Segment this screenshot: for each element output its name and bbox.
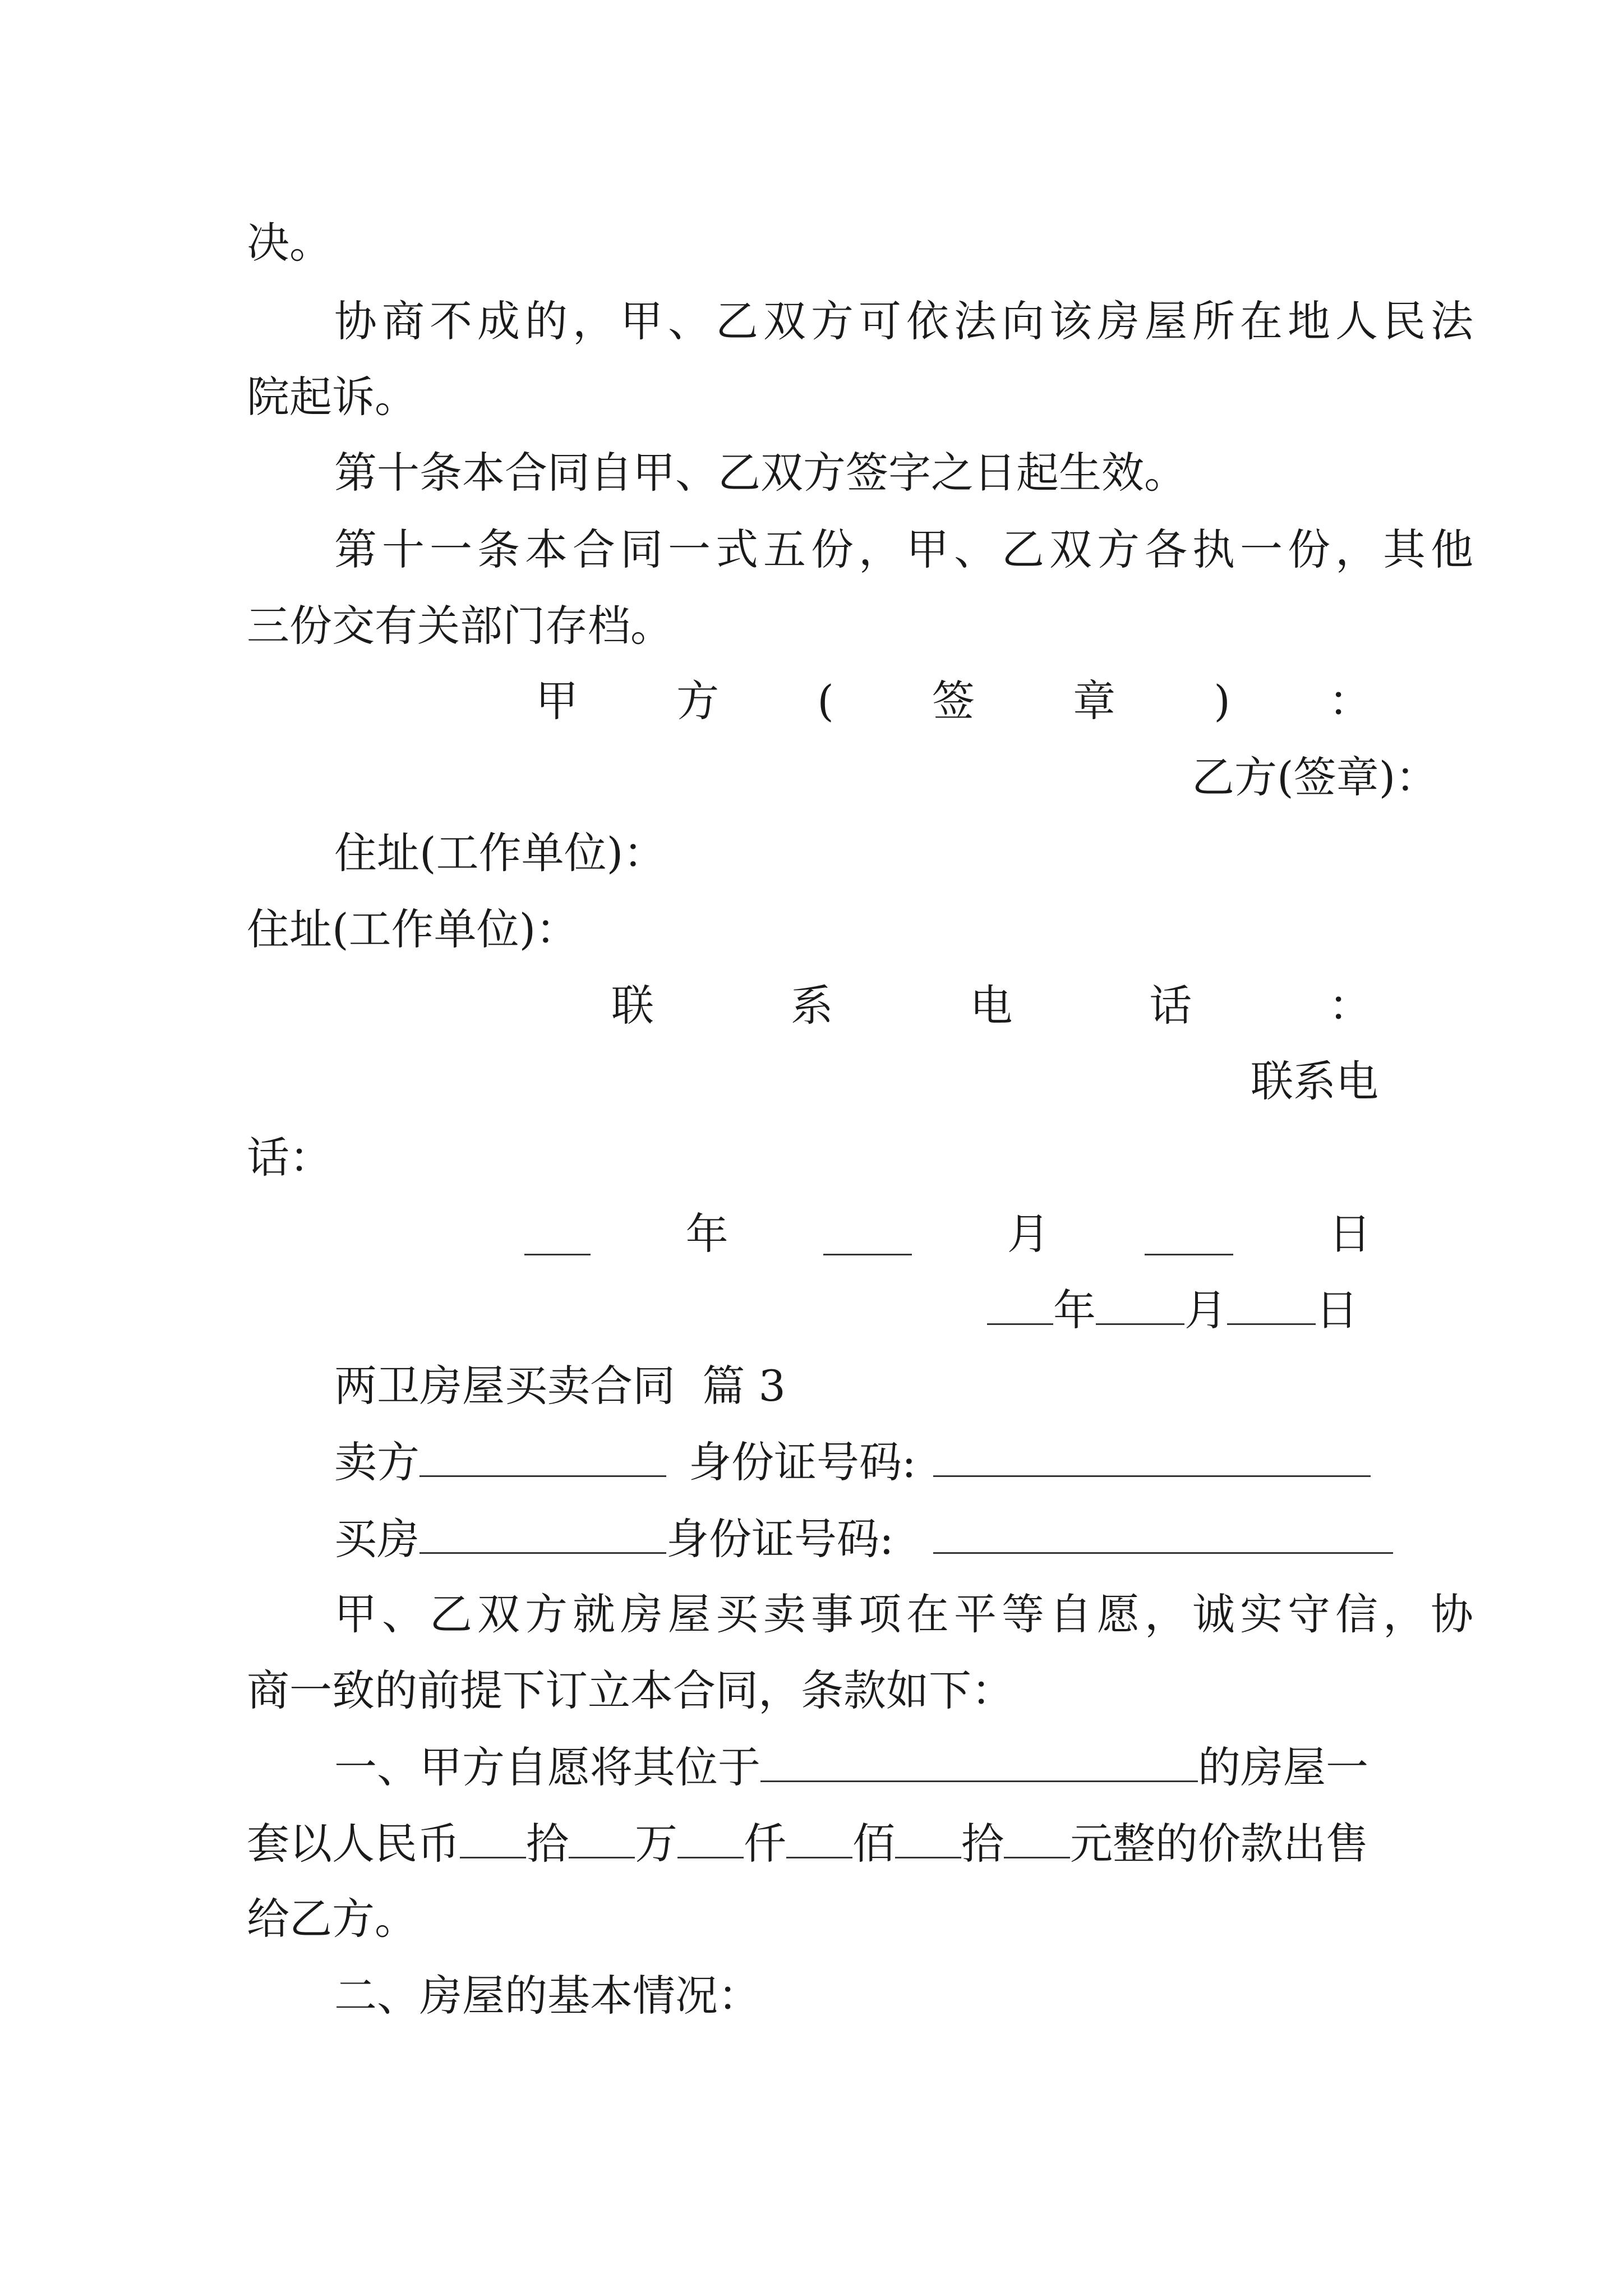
text-line: 二、房屋的基本情况： (334, 1971, 760, 2021)
text-line: 协商不成的，甲、乙双方可依法向该房屋所在地人民法 (334, 296, 1478, 346)
buyer-name-blank (419, 1517, 666, 1554)
party-a-date-line (524, 1209, 1371, 1259)
date-year: 年 (1053, 1285, 1096, 1335)
amount-unit: 拾 (526, 1819, 569, 1869)
amount-blank (786, 1822, 852, 1858)
party-a-phone-line (611, 981, 1371, 1030)
blank-field (1145, 1219, 1233, 1255)
date-month: 月 (1184, 1285, 1227, 1335)
section-title: 两卫房屋买卖合同 篇 3 (334, 1361, 786, 1411)
location-blank (760, 1746, 1198, 1782)
spread-char: ： (1329, 981, 1371, 1030)
party-b-phone: 联系电 (1251, 1056, 1378, 1106)
spread-char: ( (817, 676, 834, 726)
seller-label: 卖方 (334, 1437, 419, 1487)
clause-text: 的房屋一 (1198, 1742, 1368, 1792)
spread-char: 系 (790, 981, 833, 1030)
date-month: 月 (1007, 1209, 1050, 1259)
date-year: 年 (685, 1209, 728, 1259)
spread-char: 甲 (536, 676, 578, 726)
clause-text: 一、甲方自愿将其位于 (334, 1742, 760, 1792)
buyer-id-blank (933, 1517, 1393, 1554)
clause-text: 套以人民币 (247, 1819, 460, 1869)
blank-field (524, 1219, 591, 1255)
spread-char: ： (1328, 676, 1371, 726)
text-line: 商一致的前提下订立本合同，条款如下： (247, 1665, 1014, 1715)
seller-id-label: 身份证号码: (689, 1437, 916, 1487)
buyer-id-label: 身份证号码: (666, 1514, 894, 1564)
clause-text: 元整的价款出售 (1070, 1819, 1368, 1869)
clause1-line2 (247, 1819, 1368, 1869)
spread-char: 方 (676, 676, 720, 726)
clause1-line1 (334, 1742, 1368, 1792)
blank-field (1096, 1289, 1184, 1325)
text-line: 三份交有关部门存档。 (247, 601, 673, 651)
buyer-label: 买房 (334, 1514, 419, 1564)
text-line: 给乙方。 (247, 1894, 417, 1944)
spread-char: 话 (1149, 981, 1192, 1030)
amount-unit: 拾 (961, 1819, 1004, 1869)
blank-field (1227, 1289, 1316, 1325)
date-day: 日 (1316, 1285, 1358, 1335)
party-b-date-line (987, 1285, 1358, 1335)
seller-name-blank (419, 1441, 666, 1477)
amount-unit: 万 (635, 1819, 677, 1869)
party-b-signature: 乙方(签章)： (1192, 752, 1438, 802)
amount-unit: 佰 (852, 1819, 895, 1869)
date-day: 日 (1328, 1209, 1371, 1259)
blank-field (823, 1219, 912, 1255)
buyer-line (334, 1514, 1393, 1564)
text-line: 甲、乙双方就房屋买卖事项在平等自愿，诚实守信，协 (334, 1589, 1478, 1639)
blank-field (987, 1289, 1053, 1325)
amount-blank (569, 1822, 635, 1858)
text-line: 第十一条本合同一式五份，甲、乙双方各执一份，其他 (334, 524, 1478, 574)
spread-char: 联 (611, 981, 654, 1030)
text-line: 第十条本合同自甲、乙双方签字之日起生效。 (334, 448, 1187, 498)
spread-char: ) (1214, 676, 1230, 726)
seller-line (334, 1437, 1371, 1487)
amount-blank (677, 1822, 744, 1858)
amount-unit: 仟 (744, 1819, 786, 1869)
amount-blank (460, 1822, 526, 1858)
spread-char: 签 (932, 676, 975, 726)
party-a-address: 住址(工作单位)： (334, 828, 666, 878)
text-line: 院起诉。 (247, 372, 417, 422)
seller-id-blank (933, 1441, 1371, 1477)
spread-char: 电 (970, 981, 1013, 1030)
party-b-phone: 话： (247, 1133, 332, 1182)
text-line: 决。 (247, 218, 332, 268)
amount-blank (895, 1822, 961, 1858)
party-a-signature-line (536, 676, 1371, 726)
spread-char: 章 (1073, 676, 1116, 726)
amount-blank (1004, 1822, 1070, 1858)
party-b-address: 住址(工作单位)： (247, 904, 579, 954)
